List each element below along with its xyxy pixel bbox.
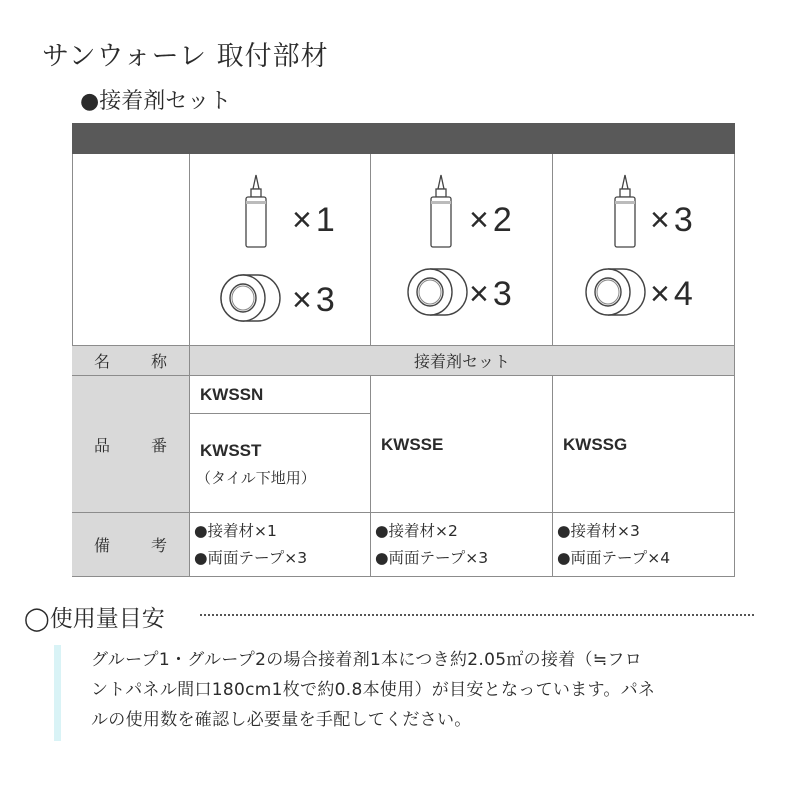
code-cell-1-bottom [190,414,371,513]
notes-cell-1 [190,513,371,577]
product-code-note: （タイル下地用） [196,469,316,487]
tape-quantity: ×3 [469,275,516,313]
table-header-bar [72,123,735,154]
tape-roll-icon [583,265,647,319]
product-code: KWSSG [563,435,628,454]
tape-quantity: ×4 [650,275,697,313]
row-label-notes: 備 考 [72,513,190,577]
adhesive-tube-icon [428,173,454,249]
tape-quantity: ×3 [292,281,339,319]
note-adhesive: ●接着材×3 [557,522,640,540]
section-heading: ●接着剤セット [80,89,232,114]
usage-heading: ◯使用量目安 [24,606,165,632]
note-tape: ●両面テープ×3 [375,549,489,567]
usage-text-line: ルの使用数を確認し必要量を手配してください。 [91,710,472,730]
product-code: KWSSE [381,435,444,454]
code-cell-1-top [190,376,371,414]
usage-note-box [54,645,754,741]
dotted-divider [200,614,754,616]
adhesive-tube-icon [612,173,638,249]
code-cell-2 [371,376,553,513]
note-adhesive: ●接着材×1 [194,522,277,540]
note-tape: ●両面テープ×4 [557,549,671,567]
adhesive-tube-icon [243,173,269,249]
adhesive-quantity: ×2 [469,201,516,239]
usage-text-line: グループ1・グループ2の場合接着剤1本につき約2.05㎡の接着（≒フロ [91,650,642,670]
note-adhesive: ●接着材×2 [375,522,458,540]
product-code: KWSST [200,441,262,460]
adhesive-quantity: ×3 [650,201,697,239]
product-name: 接着剤セット [190,346,735,376]
tape-roll-icon [218,271,282,325]
tape-roll-icon [405,265,469,319]
row-label-name: 名 称 [72,346,190,376]
code-cell-3 [553,376,735,513]
adhesive-quantity: ×1 [292,201,339,239]
usage-text-line: ントパネル間口180cm1枚で約0.8本使用）が目安となっています。パネ [91,680,656,700]
row-label-code: 品 番 [72,376,190,513]
notes-cell-3 [553,513,735,577]
page-title: サンウォーレ 取付部材 [42,41,329,72]
note-tape: ●両面テープ×3 [194,549,308,567]
image-row-label-cell [72,154,190,346]
product-code: KWSSN [200,385,264,404]
notes-cell-2 [371,513,553,577]
spec-table [72,123,735,577]
